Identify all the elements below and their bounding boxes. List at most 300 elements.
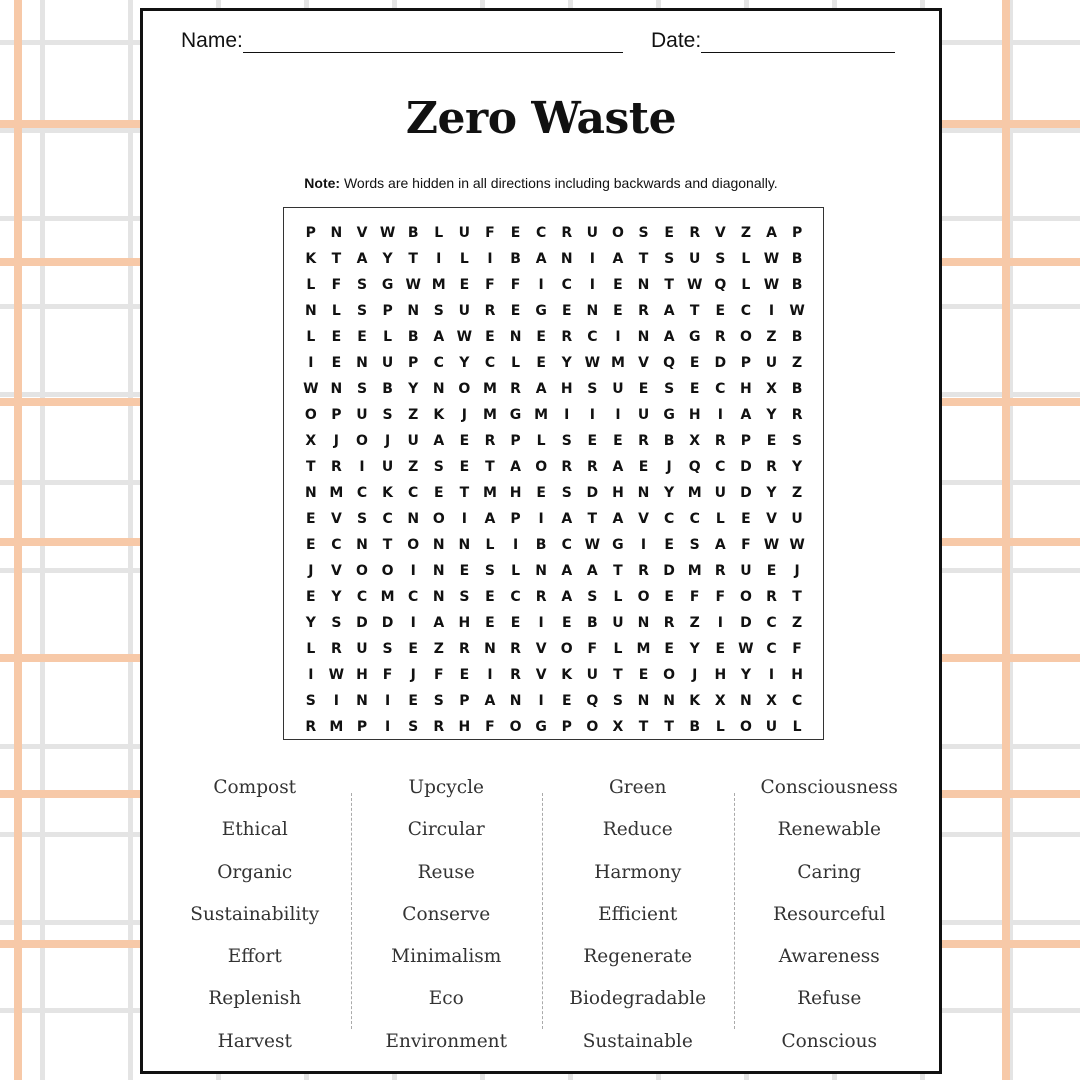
grid-letter: M	[329, 719, 344, 735]
grid-letter: G	[535, 719, 547, 735]
word-list-item: Sustainability	[190, 903, 320, 925]
grid-letter: A	[561, 511, 573, 527]
grid-letter: C	[740, 303, 752, 319]
grid-letter: B	[407, 329, 419, 345]
grid-letter: R	[791, 407, 803, 423]
grid-letter: E	[561, 615, 572, 631]
grid-letter: D	[714, 355, 727, 371]
grid-letter: H	[560, 381, 573, 397]
grid-letter: E	[357, 329, 367, 345]
grid-letter: V	[535, 641, 547, 657]
grid-letter: Q	[688, 459, 701, 475]
grid-letter: B	[791, 277, 803, 293]
grid-letter: R	[714, 563, 726, 579]
grid-letter: M	[534, 407, 549, 423]
grid-letter: R	[561, 459, 573, 475]
grid-letter: E	[459, 277, 470, 293]
grid-letter: I	[384, 693, 391, 709]
word-list-item: Consciousness	[760, 777, 898, 798]
grid-letter: S	[715, 251, 726, 267]
grid-letter: M	[380, 589, 395, 605]
grid-letter: I	[308, 355, 314, 371]
grid-letter: T	[382, 537, 393, 553]
grid-letter: W	[584, 355, 601, 371]
grid-letter: D	[381, 615, 394, 631]
grid-letter: I	[538, 615, 544, 631]
grid-letter: Y	[408, 381, 419, 397]
grid-letter: O	[586, 719, 599, 735]
grid-letter: E	[638, 459, 649, 475]
grid-letter: R	[305, 719, 317, 735]
grid-letter: K	[689, 693, 701, 709]
grid-letter: Y	[459, 355, 470, 371]
grid-letter: A	[586, 563, 598, 579]
word-column	[159, 767, 351, 1063]
grid-letter: L	[715, 719, 725, 735]
grid-letter: Y	[689, 641, 700, 657]
grid-letter: S	[484, 563, 495, 579]
grid-letter: E	[638, 667, 649, 683]
grid-letter: S	[433, 693, 444, 709]
grid-letter: N	[509, 693, 522, 709]
grid-letter: S	[587, 381, 598, 397]
grid-letter: O	[458, 381, 471, 397]
grid-letter: N	[304, 485, 317, 501]
grid-letter: Z	[433, 641, 444, 657]
grid-letter: N	[663, 693, 675, 709]
grid-letter: E	[510, 303, 521, 319]
grid-letter: E	[741, 511, 751, 527]
grid-letter: A	[612, 511, 624, 527]
word-list-item: Green	[609, 777, 667, 798]
grid-letter: X	[689, 433, 701, 449]
grid-letter: G	[612, 537, 624, 553]
date-label: Date:	[651, 29, 702, 52]
grid-letter: Z	[766, 329, 777, 345]
grid-letter: C	[791, 693, 803, 709]
grid-letter: I	[768, 303, 775, 319]
grid-letter: T	[613, 667, 623, 683]
grid-letter: S	[382, 407, 393, 423]
grid-letter: P	[305, 225, 316, 241]
page-title: Zero Waste	[405, 93, 677, 144]
grid-letter: O	[407, 537, 420, 553]
grid-letter: U	[458, 303, 471, 319]
grid-letter: I	[615, 329, 621, 345]
grid-letter: E	[408, 693, 418, 709]
grid-letter: R	[638, 563, 649, 579]
grid-letter: C	[356, 589, 368, 605]
word-list-item: Replenish	[208, 988, 302, 1010]
grid-letter: O	[663, 667, 676, 683]
grid-letter: S	[664, 381, 675, 397]
grid-letter: J	[794, 563, 800, 579]
grid-letter: H	[714, 667, 727, 683]
grid-letter: N	[304, 303, 317, 319]
grid-letter: T	[459, 485, 470, 501]
grid-letter: Z	[689, 615, 700, 631]
grid-letter: R	[663, 615, 675, 631]
grid-letter: F	[331, 277, 342, 293]
grid-letter: A	[433, 433, 445, 449]
grid-letter: L	[613, 641, 623, 657]
word-list-item: Ethical	[221, 819, 288, 841]
grid-letter: F	[433, 667, 444, 683]
grid-letter: S	[792, 433, 803, 449]
grid-letter: W	[763, 277, 780, 293]
grid-letter: N	[509, 329, 522, 345]
grid-letter: O	[560, 641, 573, 657]
grid-letter: V	[535, 667, 547, 683]
grid-letter: K	[382, 485, 393, 501]
grid-letter: Z	[792, 615, 803, 631]
grid-letter: E	[638, 381, 649, 397]
grid-letter: L	[459, 251, 469, 267]
grid-letter: F	[485, 719, 495, 735]
grid-letter: I	[768, 667, 775, 683]
grid-letter: L	[306, 329, 316, 345]
grid-letter: L	[792, 719, 802, 735]
grid-letter: C	[715, 381, 726, 397]
grid-letter: E	[766, 563, 777, 579]
grid-letter: O	[739, 589, 752, 605]
grid-letter: R	[561, 225, 573, 241]
grid-letter: E	[664, 537, 674, 553]
word-list-item: Organic	[217, 861, 293, 883]
grid-letter: Q	[714, 277, 727, 293]
grid-letter: N	[637, 277, 650, 293]
grid-letter: Z	[740, 225, 751, 241]
grid-letter: J	[692, 667, 698, 683]
grid-letter: V	[638, 355, 649, 371]
grid-letter: R	[510, 667, 521, 683]
grid-letter: F	[510, 277, 521, 293]
grid-letter: T	[664, 719, 674, 735]
grid-letter: B	[382, 381, 393, 397]
grid-letter: E	[613, 277, 623, 293]
grid-letter: V	[714, 225, 726, 241]
grid-letter: E	[536, 329, 546, 345]
grid-letter: O	[535, 459, 548, 475]
grid-letter: U	[612, 615, 624, 631]
grid-letter: S	[356, 277, 368, 293]
grid-letter: U	[458, 225, 471, 241]
grid-letter: I	[717, 615, 723, 631]
grid-letter: E	[613, 303, 623, 319]
grid-letter: C	[766, 615, 777, 631]
grid-letter: E	[459, 667, 470, 683]
grid-letter: U	[637, 407, 650, 423]
grid-letter: U	[356, 407, 368, 423]
grid-letter: Y	[331, 589, 342, 605]
grid-letter: E	[459, 459, 470, 475]
grid-letter: C	[536, 225, 547, 241]
grid-letter: T	[485, 459, 495, 475]
grid-letter: H	[740, 381, 752, 397]
word-list-item: Upcycle	[408, 777, 484, 798]
grid-letter: R	[586, 459, 598, 475]
grid-letter: S	[331, 615, 342, 631]
grid-letter: R	[638, 303, 649, 319]
letter-grid	[298, 220, 810, 740]
grid-letter: B	[791, 251, 803, 267]
grid-letter: U	[689, 251, 701, 267]
grid-letter: I	[538, 277, 544, 293]
grid-letter: X	[766, 693, 777, 709]
grid-letter: H	[612, 485, 624, 501]
grid-letter: B	[689, 719, 701, 735]
grid-letter: T	[306, 459, 316, 475]
word-list-item: Refuse	[797, 988, 862, 1010]
grid-letter: P	[740, 355, 752, 371]
grid-letter: J	[461, 407, 467, 423]
grid-letter: S	[356, 381, 368, 397]
grid-letter: E	[459, 563, 470, 579]
grid-letter: L	[715, 511, 725, 527]
grid-letter: E	[536, 355, 546, 371]
grid-letter: X	[305, 433, 317, 449]
grid-letter: X	[714, 693, 726, 709]
word-list-item: Efficient	[598, 903, 678, 925]
grid-letter: Y	[664, 485, 675, 501]
grid-letter: R	[561, 329, 573, 345]
grid-letter: O	[637, 589, 650, 605]
grid-letter: T	[664, 277, 674, 293]
grid-letter: E	[408, 641, 418, 657]
grid-letter: N	[432, 563, 445, 579]
grid-letter: F	[715, 589, 726, 605]
grid-letter: F	[587, 641, 598, 657]
grid-letter: M	[482, 381, 497, 397]
grid-letter: E	[306, 511, 316, 527]
word-column	[351, 767, 543, 1063]
grid-letter: P	[356, 719, 368, 735]
grid-letter: N	[330, 225, 343, 241]
grid-letter: H	[509, 485, 522, 501]
word-list-item: Resourceful	[773, 903, 886, 925]
grid-letter: A	[433, 615, 445, 631]
grid-letter: W	[763, 251, 780, 267]
grid-letter: U	[356, 641, 368, 657]
grid-letter: N	[432, 589, 445, 605]
grid-letter: U	[381, 459, 394, 475]
grid-letter: N	[356, 693, 368, 709]
grid-letter: L	[511, 355, 520, 371]
word-column	[734, 767, 926, 1063]
grid-letter: O	[739, 329, 752, 345]
grid-letter: F	[741, 537, 751, 553]
grid-letter: E	[459, 433, 470, 449]
grid-letter: A	[535, 381, 547, 397]
grid-letter: B	[791, 329, 803, 345]
note-text: Words are hidden in all directions including backwards and diagonally.	[340, 175, 778, 191]
grid-letter: S	[664, 251, 675, 267]
word-list-item: Eco	[428, 988, 464, 1010]
grid-letter: P	[459, 693, 470, 709]
grid-letter: R	[331, 459, 342, 475]
grid-letter: V	[356, 225, 368, 241]
grid-letter: J	[666, 459, 672, 475]
grid-letter: I	[717, 407, 723, 423]
grid-letter: L	[331, 303, 341, 319]
grid-letter: N	[432, 537, 445, 553]
grid-letter: O	[304, 407, 317, 423]
grid-letter: B	[663, 433, 675, 449]
grid-letter: G	[688, 329, 701, 345]
grid-letter: R	[484, 433, 496, 449]
grid-letter: A	[561, 589, 573, 605]
grid-letter: W	[405, 277, 421, 293]
grid-letter: X	[766, 381, 777, 397]
grid-letter: O	[356, 433, 368, 449]
grid-letter: L	[511, 563, 520, 579]
grid-letter: F	[485, 277, 495, 293]
grid-letter: T	[792, 589, 802, 605]
grid-letter: A	[714, 537, 726, 553]
grid-letter: R	[766, 459, 777, 475]
grid-letter: L	[741, 251, 751, 267]
grid-letter: O	[611, 225, 624, 241]
grid-letter: D	[586, 485, 599, 501]
grid-letter: Z	[792, 355, 803, 371]
grid-letter: P	[510, 511, 521, 527]
grid-letter: E	[536, 485, 546, 501]
grid-letter: E	[510, 615, 521, 631]
grid-letter: A	[433, 329, 445, 345]
grid-letter: R	[535, 589, 547, 605]
grid-letter: G	[535, 303, 547, 319]
grid-letter: S	[459, 589, 470, 605]
grid-letter: W	[686, 277, 703, 293]
grid-letter: U	[765, 719, 778, 735]
grid-letter: W	[789, 537, 805, 553]
grid-letter: I	[538, 511, 544, 527]
grid-letter: S	[561, 485, 572, 501]
grid-letter: E	[561, 693, 572, 709]
grid-letter: I	[359, 459, 365, 475]
word-list-item: Minimalism	[391, 946, 502, 968]
grid-letter: Z	[408, 407, 419, 423]
grid-letter: R	[714, 329, 726, 345]
grid-letter: T	[587, 511, 598, 527]
grid-letter: R	[766, 589, 777, 605]
grid-letter: R	[510, 641, 521, 657]
grid-letter: R	[638, 433, 649, 449]
grid-letter: R	[458, 641, 470, 657]
grid-letter: S	[382, 641, 393, 657]
word-list-item: Regenerate	[583, 946, 693, 968]
grid-letter: F	[382, 667, 393, 683]
grid-letter: I	[589, 407, 595, 423]
grid-letter: L	[306, 277, 316, 293]
grid-letter: O	[381, 563, 394, 579]
word-list-item: Reuse	[417, 861, 475, 883]
grid-letter: I	[436, 251, 442, 267]
grid-letter: Y	[766, 407, 777, 423]
grid-letter: W	[379, 225, 396, 241]
word-list-item: Conscious	[781, 1030, 878, 1052]
grid-letter: F	[689, 589, 700, 605]
grid-letter: V	[638, 511, 649, 527]
grid-letter: J	[384, 433, 391, 449]
grid-letter: Y	[382, 251, 393, 267]
grid-letter: H	[458, 615, 471, 631]
grid-letter: S	[356, 511, 368, 527]
grid-letter: M	[482, 407, 497, 423]
grid-letter: M	[610, 355, 625, 371]
grid-letter: E	[664, 589, 674, 605]
grid-letter: Y	[766, 485, 777, 501]
instructions-note	[143, 175, 939, 191]
grid-letter: N	[432, 381, 445, 397]
grid-letter: H	[688, 407, 701, 423]
grid-letter: R	[484, 303, 496, 319]
grid-letter: L	[613, 589, 623, 605]
grid-letter: T	[638, 719, 649, 735]
grid-letter: C	[408, 485, 419, 501]
word-list-item: Conserve	[402, 903, 491, 925]
grid-letter: L	[485, 537, 495, 553]
grid-letter: E	[485, 615, 495, 631]
date-underline	[701, 32, 895, 53]
grid-letter: Y	[305, 615, 316, 631]
grid-letter: W	[303, 381, 319, 397]
word-search-grid-box	[283, 207, 824, 740]
grid-letter: A	[535, 251, 547, 267]
grid-letter: C	[663, 511, 675, 527]
grid-letter: E	[613, 433, 623, 449]
grid-letter: K	[305, 251, 317, 267]
grid-letter: N	[637, 485, 650, 501]
grid-letter: I	[308, 667, 314, 683]
grid-letter: Z	[792, 485, 803, 501]
grid-letter: B	[510, 251, 521, 267]
grid-letter: C	[689, 511, 700, 527]
word-list-item: Circular	[407, 819, 485, 841]
grid-letter: L	[741, 277, 751, 293]
grid-letter: R	[433, 719, 445, 735]
grid-letter: S	[612, 693, 623, 709]
grid-letter: H	[458, 719, 471, 735]
grid-letter: A	[612, 251, 624, 267]
grid-letter: R	[331, 641, 342, 657]
grid-letter: I	[461, 511, 467, 527]
word-list-item: Harvest	[217, 1030, 292, 1052]
grid-letter: E	[485, 329, 495, 345]
grid-letter: W	[456, 329, 473, 345]
word-list-item: Biodegradable	[569, 988, 707, 1010]
grid-letter: S	[638, 225, 649, 241]
grid-letter: E	[715, 641, 726, 657]
word-list-item: Environment	[385, 1030, 508, 1052]
grid-letter: N	[458, 537, 471, 553]
grid-letter: J	[333, 433, 339, 449]
grid-letter: I	[538, 693, 544, 709]
word-column	[542, 767, 734, 1063]
grid-letter: V	[766, 511, 777, 527]
grid-letter: N	[637, 615, 650, 631]
grid-letter: M	[482, 485, 497, 501]
grid-letter: C	[433, 355, 444, 371]
word-list-item: Sustainable	[582, 1030, 693, 1052]
name-underline	[243, 32, 623, 53]
grid-letter: A	[766, 225, 777, 241]
grid-letter: E	[664, 641, 674, 657]
grid-letter: K	[561, 667, 573, 683]
grid-letter: N	[484, 641, 496, 657]
grid-letter: B	[791, 381, 803, 397]
grid-letter: I	[564, 407, 570, 423]
